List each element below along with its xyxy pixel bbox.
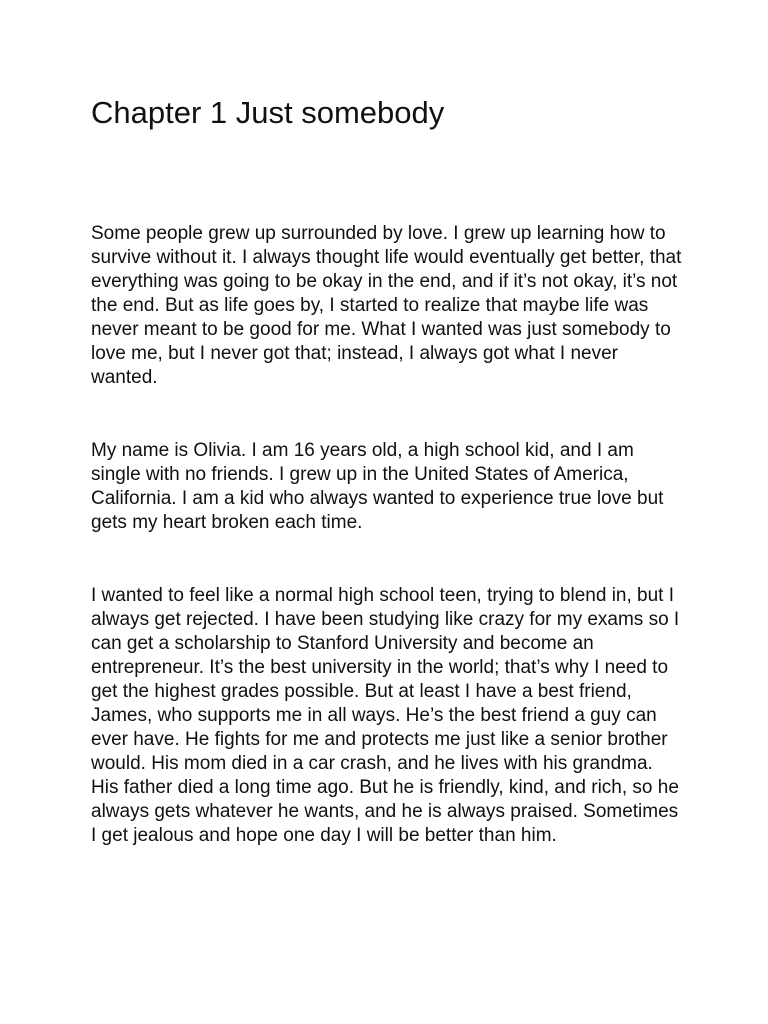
paragraph-intro: Some people grew up surrounded by love. I grew up learning how to survive without it. I always thought life would eventually get better, that everything was going to be okay in the end, and if it’s not okay, it’s not the end. But as life goes by, I started to realize that maybe life was never meant to be good for me. What I wanted was just somebody to love me, but I never got that; instead, I always got what I never wanted.: [91, 223, 682, 388]
chapter-title: Chapter 1 Just somebody: [91, 95, 445, 130]
paragraph-olivia-intro: My name is Olivia. I am 16 years old, a high school kid, and I am single with no friends. I grew up in the United States of America, California. I am a kid who always wanted to experience true love but gets my heart broken each time.: [91, 440, 664, 533]
paragraph-school-and-james: I wanted to feel like a normal high school teen, trying to blend in, but I always get rejected. I have been studying like crazy for my exams so I can get a scholarship to Stanford University and become an entrepreneur. It’s the best university in the world; that’s why I need to get the highest grades possible. But at least I have a best friend, James, who supports me in all ways. He’s the best friend a guy can ever have. He fights for me and protects me just like a senior brother would. His mom died in a car crash, and he lives with his grandma. His father died a long time ago. But he is friendly, kind, and rich, so he always gets whatever he wants, and he is always praised. Sometimes I get jealous and hope one day I will be better than him.: [91, 585, 680, 846]
document-page: [91, 94, 683, 848]
